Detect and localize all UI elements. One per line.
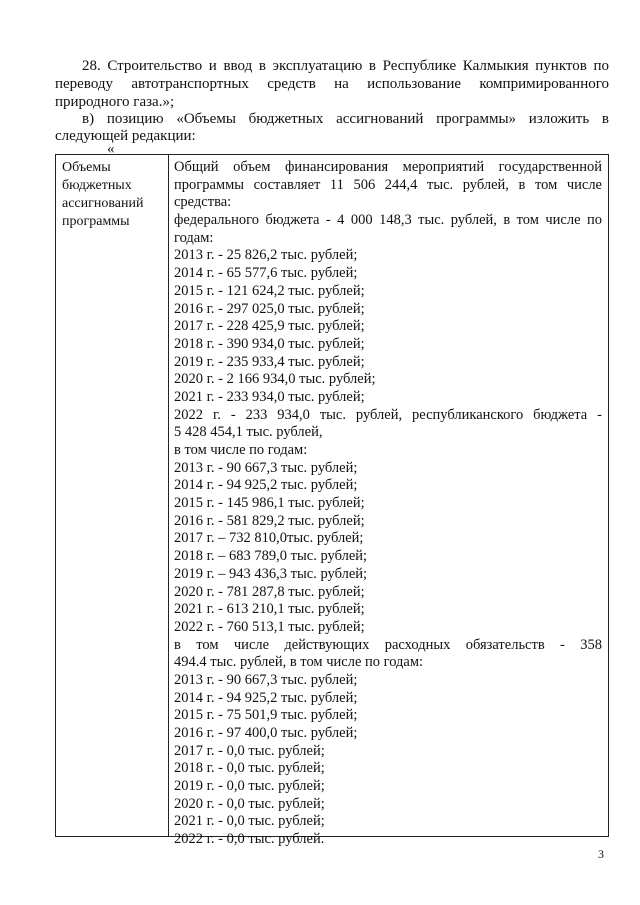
content-line: 2021 г. - 0,0 тыс. рублей; — [174, 813, 325, 830]
content-line: 2017 г. - 228 425,9 тыс. рублей; — [174, 318, 365, 335]
content-line: 2018 г. – 683 789,0 тыс. рублей; — [174, 548, 368, 565]
content-line: в том числе по годам: — [174, 442, 308, 458]
content-line: 2019 г. - 0,0 тыс. рублей; — [174, 778, 325, 795]
content-line: 2015 г. - 75 501,9 тыс. рублей; — [174, 707, 358, 724]
budget-table — [55, 154, 609, 848]
content-line: 5 428 454,1 тыс. рублей, — [174, 424, 323, 441]
content-line: 2014 г. - 65 577,6 тыс. рублей; — [174, 265, 358, 282]
content-line: 2013 г. - 90 667,3 тыс. рублей; — [174, 459, 358, 476]
content-line: 2016 г. - 297 025,0 тыс. рублей; — [174, 300, 365, 317]
intro-line-1: 28. Строительство и ввод в эксплуатацию в Республике Калмыкия пунктов по — [82, 58, 609, 74]
content-line: 2016 г. - 581 829,2 тыс. рублей; — [174, 512, 365, 529]
content-line: 2018 г. - 390 934,0 тыс. рублей; — [174, 335, 365, 352]
content-line: 2021 г. - 613 210,1 тыс. рублей; — [174, 601, 365, 618]
page-number: 3 — [598, 847, 604, 861]
column-divider — [168, 155, 169, 836]
content-line: 494.4 тыс. рублей, в том числе по годам: — [174, 654, 424, 671]
opening-quote-mark: « — [107, 141, 115, 157]
content-line: 2013 г. - 25 826,2 тыс. рублей; — [174, 247, 358, 264]
content-line: 2019 г. – 943 436,3 тыс. рублей; — [174, 565, 368, 582]
content-line: 2014 г. - 94 925,2 тыс. рублей; — [174, 477, 358, 494]
table-content-cell — [174, 159, 602, 849]
content-line: в том числе действующих расходных обязательств - 358 — [174, 636, 602, 653]
header-line: бюджетных — [62, 178, 132, 193]
content-line: 2017 г. - 0,0 тыс. рублей; — [174, 742, 325, 759]
content-line: 2021 г. - 233 934,0 тыс. рублей; — [174, 388, 365, 405]
intro-line-2: переводу автотранспортных средств на использование компримированного — [55, 76, 609, 92]
content-line: 2020 г. - 0,0 тыс. рублей; — [174, 795, 325, 812]
content-line: 2015 г. - 145 986,1 тыс. рублей; — [174, 495, 365, 512]
content-line: 2014 г. - 94 925,2 тыс. рублей; — [174, 689, 358, 706]
content-line: средства: — [174, 194, 232, 211]
content-line: 2018 г. - 0,0 тыс. рублей; — [174, 760, 325, 777]
intro-line-4: в) позицию «Объемы бюджетных ассигнований программы» изложить в — [82, 111, 609, 127]
header-line: ассигнований — [62, 196, 144, 211]
content-line: 2022 г. - 760 513,1 тыс. рублей; — [174, 618, 365, 635]
content-line: 2017 г. – 732 810,0тыс. рублей; — [174, 530, 364, 547]
content-line: 2015 г. - 121 624,2 тыс. рублей; — [174, 282, 365, 299]
content-line: 2016 г. - 97 400,0 тыс. рублей; — [174, 725, 358, 741]
header-line: программы — [62, 214, 130, 229]
content-line: 2013 г. - 90 667,3 тыс. рублей; — [174, 671, 358, 688]
content-line: 2020 г. - 781 287,8 тыс. рублей; — [174, 583, 365, 600]
content-line: годам: — [174, 229, 214, 246]
content-line: программы составляет 11 506 244,4 тыс. рублей, в том числе — [174, 176, 602, 193]
content-line: 2022 г. - 0,0 тыс. рублей. — [174, 831, 325, 848]
intro-line-5: следующей редакции: — [55, 128, 196, 144]
content-line: федерального бюджета - 4 000 148,3 тыс. рублей, в том числе по — [174, 212, 602, 229]
table-header-cell — [62, 159, 143, 231]
intro-line-3: природного газа.»; — [55, 94, 175, 110]
header-line: Объемы — [62, 160, 111, 175]
content-line: 2020 г. - 2 166 934,0 тыс. рублей; — [174, 371, 376, 388]
content-line: Общий объем финансирования мероприятий государственной — [174, 159, 602, 175]
content-line: 2019 г. - 235 933,4 тыс. рублей; — [174, 353, 365, 370]
content-line: 2022 г. - 233 934,0 тыс. рублей, республиканского бюджета - — [174, 406, 602, 423]
